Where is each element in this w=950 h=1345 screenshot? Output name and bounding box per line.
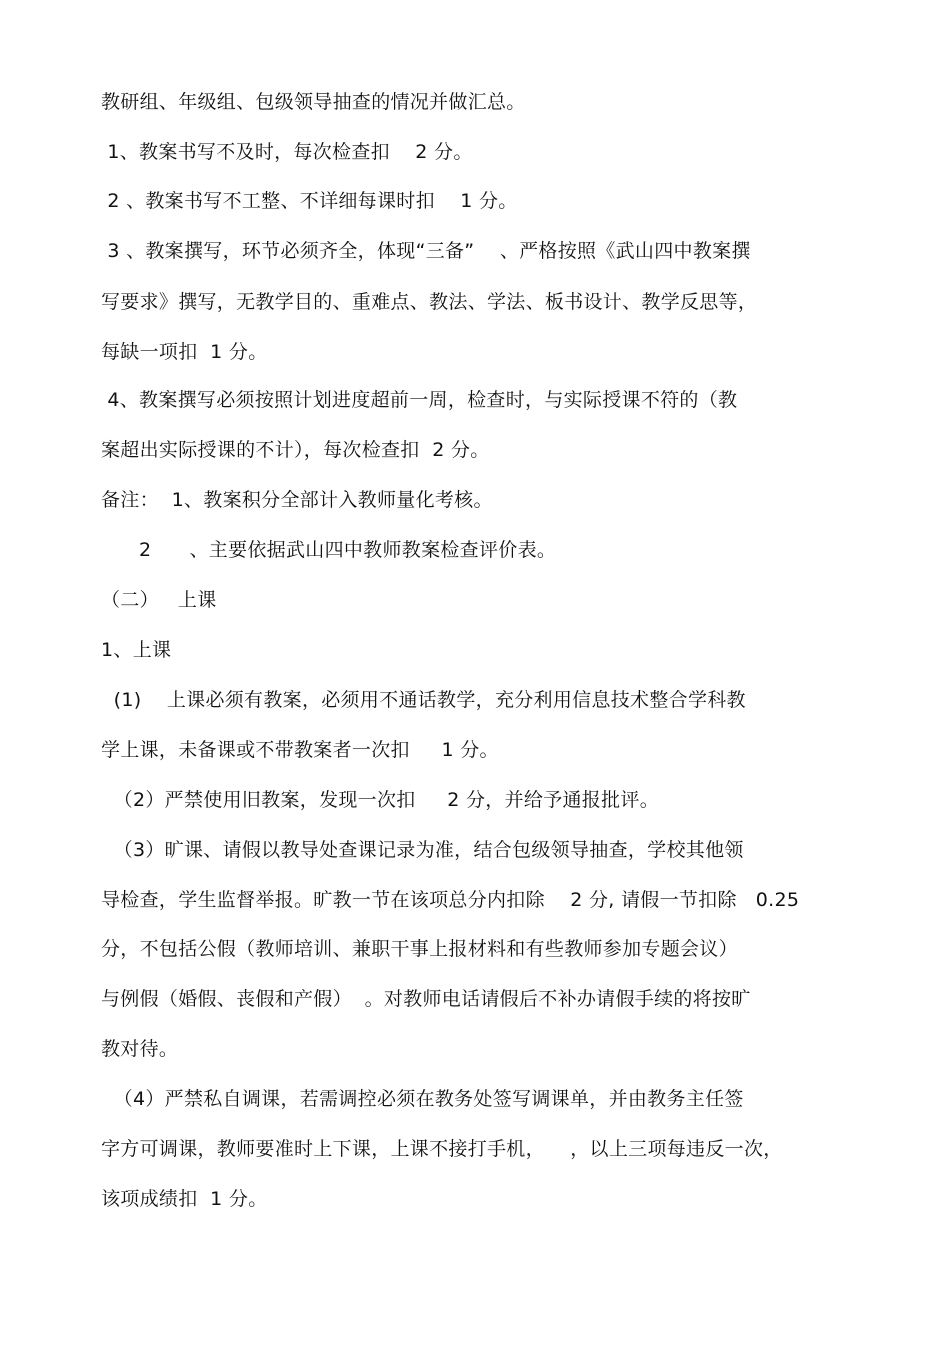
text-line-20: 教对待。 (101, 1038, 179, 1060)
text-line-5: 写要求》撰写，无教学目的、重难点、教法、学法、板书设计、教学反思等， (101, 291, 758, 313)
text-line-1: 教研组、年级组、包级领导抽查的情况并做汇总。 (101, 91, 526, 113)
text-line-22: 字方可调课，教师要准时上下课，上课不接打手机， ，以上三项每违反一次， (101, 1138, 783, 1160)
text-line-10: 2 、主要依据武山四中教师教案检查评价表。 (101, 539, 557, 561)
text-line-4: 3 、教案撰写，环节必须齐全，体现“三备” 、严格按照《武山四中教案撰 (101, 240, 751, 262)
text-line-6: 每缺一项扣 1 分。 (101, 341, 268, 363)
subsection-heading-line: 1、上课 (101, 639, 172, 661)
text-line-18: 分，不包括公假（教师培训、兼职干事上报材料和有些教师参加专题会议） (101, 938, 738, 960)
text-line-14: 学上课，未备课或不带教案者一次扣 1 分。 (101, 739, 499, 761)
text-line-23: 该项成绩扣 1 分。 (101, 1188, 268, 1210)
text-line-16: （3）旷课、请假以教导处查课记录为准，结合包级领导抽查，学校其他领 (101, 839, 744, 861)
text-line-15: （2）严禁使用旧教案，发现一次扣 2 分，并给予通报批评。 (101, 789, 659, 811)
text-line-3: 2 、教案书写不工整、不详细每课时扣 1 分。 (101, 190, 518, 212)
text-line-8: 案超出实际授课的不计），每次检查扣 2 分。 (101, 439, 490, 461)
text-line-19: 与例假（婚假、丧假和产假） 。对教师电话请假后不补办请假手续的将按旷 (101, 988, 751, 1010)
text-line-7: 4、教案撰写必须按照计划进度超前一周，检查时，与实际授课不符的（教 (101, 389, 738, 411)
text-line-17: 导检查，学生监督举报。旷教一节在该项总分内扣除 2 分, 请假一节扣除 0.25 (101, 889, 800, 911)
text-line-9: 备注： 1、教案积分全部计入教师量化考核。 (101, 489, 493, 511)
text-line-21: （4）严禁私自调课，若需调控必须在教务处签写调课单，并由教务主任签 (101, 1088, 744, 1110)
text-line-2: 1、教案书写不及时，每次检查扣 2 分。 (101, 141, 473, 163)
section-heading-line: （二） 上课 (101, 589, 217, 611)
text-line-13: (1) 上课必须有教案，必须用不通话教学，充分利用信息技术整合学科教 (101, 689, 746, 711)
